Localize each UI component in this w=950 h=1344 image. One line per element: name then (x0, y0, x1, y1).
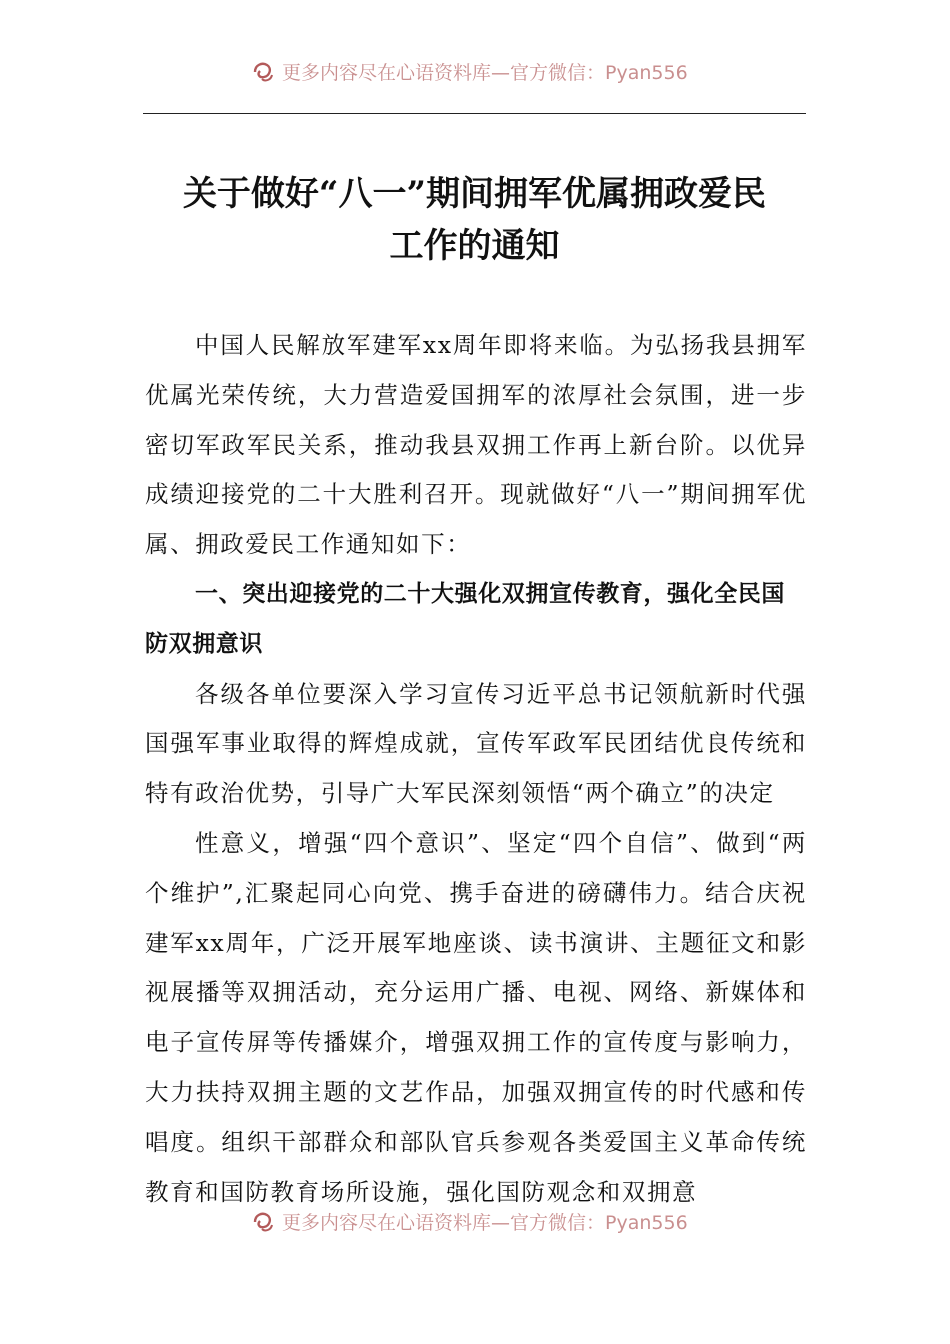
intro-paragraph: 中国人民解放军建军xx周年即将来临。为弘扬我县拥军优属光荣传统，大力营造爱国拥军的浓厚社会氛围，进一步密切军政军民关系，推动我县双拥工作再上新台阶。以优异成绩迎接党的二十大胜利召开。现就做好“八一”期间拥军优属、拥政爱民工作通知如下： (145, 331, 807, 559)
watermark-logo-icon (250, 1208, 276, 1234)
watermark-text: 更多内容尽在心语资料库—官方微信：Pyan556 (282, 1211, 688, 1234)
section-1-paragraph-2: 性意义，增强“四个意识”、坚定“四个自信”、做到“两个维护”,汇聚起同心向党、携手奋进的磅礴伟力。结合庆祝建军xx周年，广泛开展军地座谈、读书演讲、主题征文和影视展播等双拥活动，充分运用广播、电视、网络、新媒体和电子宣传屏等传播媒介，增强双拥工作的宣传度与影响力，大力扶持双拥主题的文艺作品，加强双拥宣传的时代感和传唱度。组织干部群众和部队官兵参观各类爱国主义革命传统教育和国防教育场所设施，强化国防观念和双拥意 (145, 828, 807, 1206)
watermark-logo-icon (250, 58, 276, 84)
title-line-1: 关于做好“八一”期间拥军优属拥政爱民 (182, 174, 767, 214)
watermark-footer (250, 1206, 688, 1236)
watermark-header (250, 56, 688, 86)
document-title (143, 168, 806, 272)
title-line-2: 工作的通知 (389, 226, 560, 266)
document-body (145, 321, 807, 1217)
watermark-text: 更多内容尽在心语资料库—官方微信：Pyan556 (282, 61, 688, 84)
section-1-paragraph-1: 各级各单位要深入学习宣传习近平总书记领航新时代强国强军事业取得的辉煌成就，宣传军政军民团结优良传统和特有政治优势，引导广大军民深刻领悟“两个确立”的决定 (145, 679, 807, 808)
section-heading-1: 一、突出迎接党的二十大强化双拥宣传教育，强化全民国防双拥意识 (145, 580, 785, 657)
header-divider (143, 113, 806, 114)
